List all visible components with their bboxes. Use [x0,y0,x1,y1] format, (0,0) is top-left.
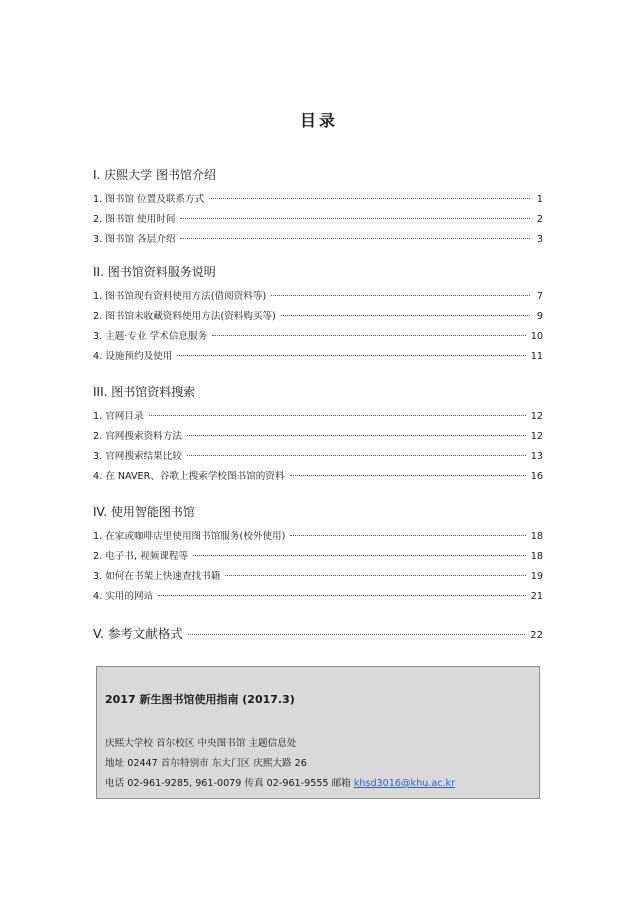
dot-leader [225,575,525,576]
toc-entry-references[interactable] [93,624,543,644]
toc-entry-label: 2. 图书馆 使用时间 [93,214,176,225]
toc-entry-label: 3. 官网搜索结果比较 [93,451,182,462]
toc-entry[interactable] [93,587,543,607]
toc-page-number: 12 [530,431,543,442]
toc-entry[interactable] [93,230,543,250]
toc-entry-label: 1. 在家或咖啡店里使用图书馆服务(校外使用) [93,531,286,542]
toc-entry[interactable] [93,407,543,427]
toc-entry[interactable] [93,427,543,447]
toc-entry-label: 1. 官网目录 [93,411,144,422]
dot-leader [180,218,530,219]
toc-entry[interactable] [93,567,543,587]
toc-section-4 [93,503,543,607]
toc-page-number: 18 [530,531,543,542]
dot-leader [188,634,525,635]
organization-line: 庆熙大学校 首尔校区 中央图书馆 主题信息处 [105,738,297,749]
toc-entry-label: 2. 图书馆未收藏资料使用方法(资料购买等) [93,311,276,322]
toc-entry-label: 1. 图书馆现有资料使用方法(借阅资料等) [93,291,267,302]
toc-entry-label: 4. 设施预约及使用 [93,351,173,362]
publication-info-box [96,666,540,799]
dot-leader [158,595,526,596]
toc-section-2 [93,263,543,367]
toc-entry[interactable] [93,547,543,567]
toc-entry[interactable] [93,527,543,547]
page-title: 目录 [299,111,338,130]
section-heading: III. 图书馆资料搜索 [93,385,196,399]
email-link[interactable]: khsd3016@khu.ac.kr [353,778,456,789]
contact-line [105,775,455,789]
toc-entry-label: 2. 电子书, 视频课程等 [93,551,189,562]
dot-leader [281,315,530,316]
toc-entry[interactable] [93,210,543,230]
toc-entry[interactable] [93,287,543,307]
contact-phone-fax: 电话 02-961-9285, 961-0079 传真 02-961-9555 邮箱 [105,778,354,789]
toc-page-number: 19 [530,571,543,582]
toc-entry-label: 1. 图书馆 位置及联系方式 [93,194,205,205]
dot-leader [290,535,525,536]
dot-leader [187,435,526,436]
toc-entry-label: 3. 图书馆 各层介绍 [93,234,176,245]
guide-title: 2017 新生图书馆使用指南 (2017.3) [105,693,295,706]
dot-leader [177,355,525,356]
toc-page-number: 9 [536,311,543,322]
toc-entry[interactable] [93,327,543,347]
toc-entry-label: 3. 主题·专业 学术信息服务 [93,331,208,342]
toc-page-number: 10 [530,331,543,342]
dot-leader [180,238,530,239]
toc-page-number: 3 [536,234,543,245]
toc-page-number: 2 [536,214,543,225]
dot-leader [149,415,526,416]
toc-page-number: 22 [530,630,543,641]
toc-page-number: 1 [536,194,543,205]
toc-entry[interactable] [93,307,543,327]
toc-entry-label: 4. 在 NAVER、谷歌上搜索学校图书馆的资料 [93,471,285,482]
toc-section-5 [93,624,543,644]
toc-entry[interactable] [93,190,543,210]
dot-leader [193,555,526,556]
toc-entry[interactable] [93,467,543,487]
toc-page-number: 16 [530,471,543,482]
dot-leader [271,295,530,296]
dot-leader [209,198,530,199]
toc-section-3 [93,383,543,487]
toc-page-number: 7 [536,291,543,302]
toc-page-number: 11 [530,351,543,362]
toc-entry-label: 3. 如何在书架上快速查找书籍 [93,571,221,582]
section-heading: II. 图书馆资料服务说明 [93,265,216,279]
toc-entry[interactable] [93,447,543,467]
dot-leader [187,455,526,456]
section-heading: V. 参考文献格式 [93,626,183,641]
toc-entry-label: 4. 实用的网站 [93,591,154,602]
toc-page-number: 13 [530,451,543,462]
toc-page-number: 12 [530,411,543,422]
dot-leader [212,335,526,336]
toc-entry[interactable] [93,347,543,367]
toc-section-1 [93,166,543,250]
toc-entry-label: 2. 官网搜索资料方法 [93,431,182,442]
address-line: 地址 02447 首尔特别市 东大门区 庆熙大路 26 [105,758,307,769]
section-heading: IV. 使用智能图书馆 [93,505,195,519]
toc-page-number: 21 [530,591,543,602]
toc-page-number: 18 [530,551,543,562]
section-heading: I. 庆熙大学 图书馆介绍 [93,168,216,182]
dot-leader [290,475,526,476]
